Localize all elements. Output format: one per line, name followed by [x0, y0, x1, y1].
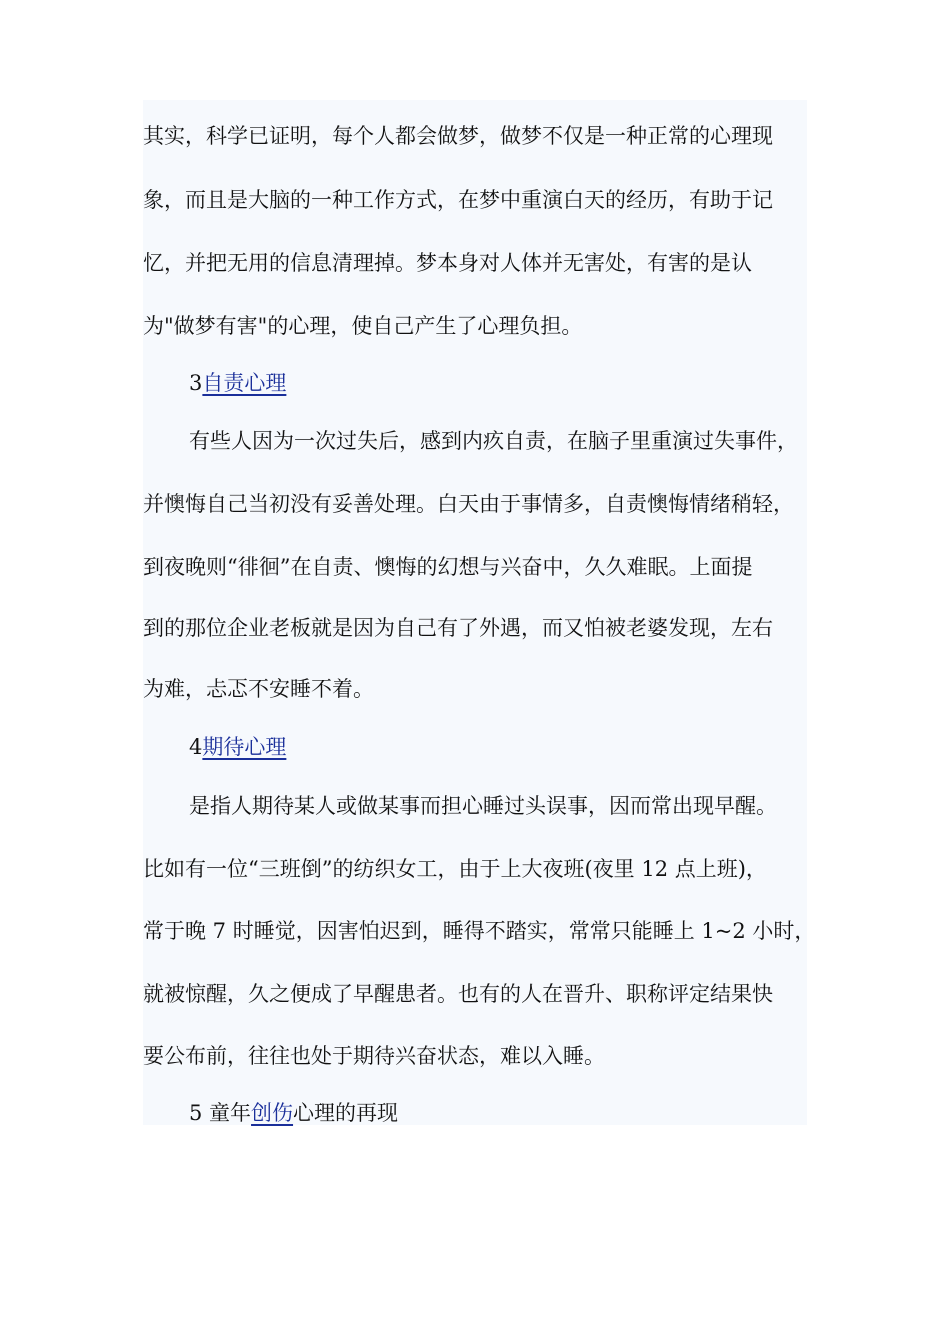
paragraph-line: 忆，并把无用的信息清理掉。梦本身对人体并无害处，有害的是认: [143, 251, 752, 275]
heading-number: 3: [189, 371, 203, 395]
section-heading-4: [189, 729, 286, 765]
link-self-blame[interactable]: 自责心理: [202, 371, 287, 395]
paragraph-line: 常于晚 7 时睡觉，因害怕迟到，睡得不踏实，常常只能睡上 1~2 小时，: [143, 919, 816, 943]
heading-number: 4: [189, 735, 203, 759]
paragraph-line: 为"做梦有害"的心理，使自己产生了心理负担。: [143, 314, 583, 338]
heading-prefix: 5 童年: [189, 1101, 252, 1125]
link-trauma[interactable]: 创伤: [251, 1101, 294, 1125]
paragraph-line: 其实，科学已证明，每个人都会做梦，做梦不仅是一种正常的心理现: [143, 124, 773, 148]
paragraph-line: 到的那位企业老板就是因为自己有了外遇，而又怕被老婆发现，左右: [143, 616, 773, 640]
paragraph-line: 有些人因为一次过失后，感到内疚自责，在脑子里重演过失事件，: [189, 429, 798, 453]
paragraph-line: 并懊悔自己当初没有妥善处理。白天由于事情多，自责懊悔情绪稍轻，: [143, 492, 794, 516]
paragraph-line: 比如有一位“三班倒”的纺织女工，由于上大夜班(夜里 12 点上班)，: [143, 857, 767, 881]
section-heading-5: [189, 1095, 398, 1131]
link-expectation[interactable]: 期待心理: [202, 735, 287, 759]
paragraph-line: 就被惊醒，久之便成了早醒患者。也有的人在晋升、职称评定结果快: [143, 982, 773, 1006]
paragraph-line: 到夜晚则“徘徊”在自责、懊悔的幻想与兴奋中，久久难眠。上面提: [143, 555, 753, 579]
paragraph-line: 为难，忐忑不安睡不着。: [143, 677, 374, 701]
section-heading-3: [189, 365, 286, 401]
paragraph-line: 象，而且是大脑的一种工作方式，在梦中重演白天的经历，有助于记: [143, 188, 773, 212]
paragraph-line: 要公布前，往往也处于期待兴奋状态，难以入睡。: [143, 1044, 605, 1068]
heading-suffix: 心理的再现: [293, 1101, 399, 1125]
paragraph-line: 是指人期待某人或做某事而担心睡过头误事，因而常出现早醒。: [189, 794, 777, 818]
